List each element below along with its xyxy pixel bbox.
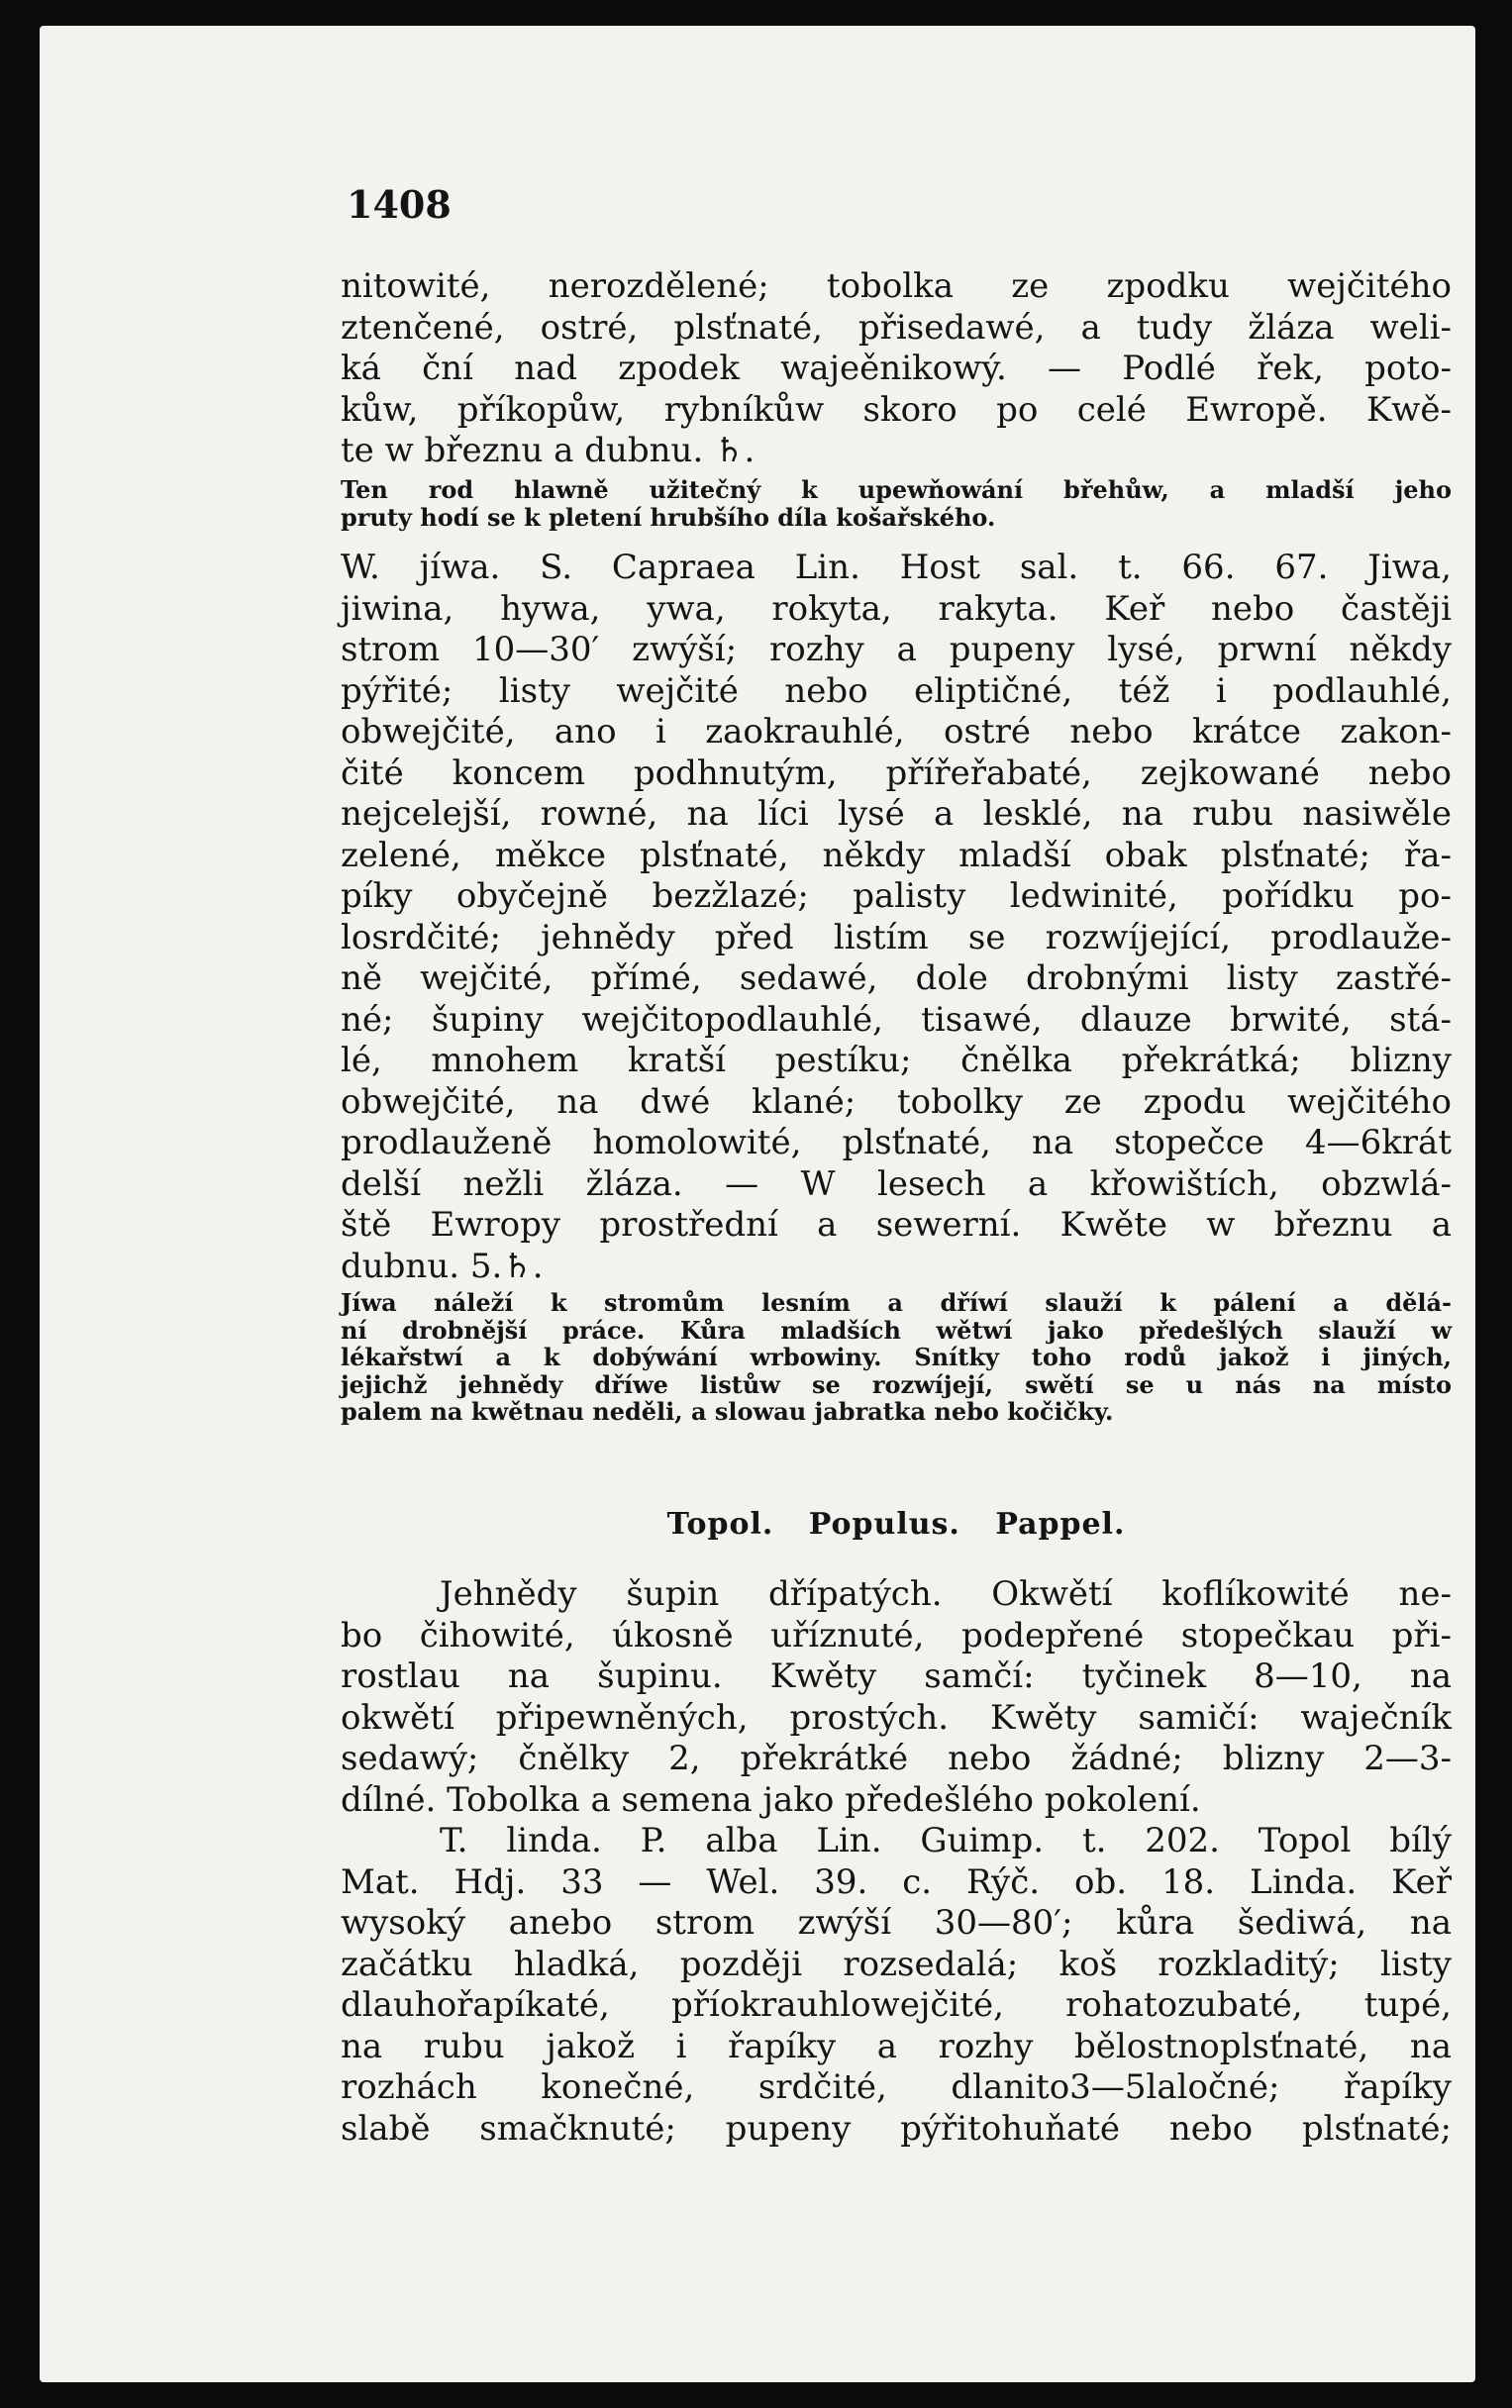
text-line: né; šupiny wejčitopodlauhlé, tisawé, dlauze brwité, stá- bbox=[341, 999, 1452, 1040]
text-line: losrdčité; jehnědy před listím se rozwíjející, prodlauže- bbox=[341, 917, 1452, 957]
text-line: rozhách konečné, srdčité, dlanito3—5laločné; řapíky bbox=[341, 2067, 1452, 2107]
text-line: pýřité; listy wejčité nebo eliptičné, též i podlauhlé, bbox=[341, 670, 1452, 711]
heading-german: Pappel. bbox=[995, 1507, 1126, 1542]
text-line: píky obyčejně bezžlazé; palisty ledwinité, pořídku po- bbox=[341, 876, 1452, 916]
text-line: Jehnědy šupin dřípatých. Okwětí koflíkowité ne- bbox=[440, 1574, 1452, 1614]
note-line: palem na kwětnau neděli, a slowau jabratka nebo kočičky. bbox=[341, 1397, 1114, 1426]
text-line: wysoký anebo strom zwýší 30—80′; kůra šediwá, na bbox=[341, 1903, 1452, 1943]
text-line: Mat. Hdj. 33 — Wel. 39. c. Rýč. ob. 18. Linda. Keř bbox=[341, 1861, 1452, 1902]
text-line: dubnu. 5.♄. bbox=[341, 1246, 544, 1286]
text-line: ztenčené, ostré, plsťnaté, přisedawé, a tudy žláza weli- bbox=[341, 307, 1452, 348]
note-line: Ten rod hlawně užitečný k upewňowání břehůw, a mladší jeho bbox=[341, 475, 1452, 504]
text-line: dílné. Tobolka a semena jako předešlého pokolení. bbox=[341, 1779, 1201, 1820]
text-line: W. jíwa. S. Capraea Lin. Host sal. t. 66. 67. Jiwa, bbox=[341, 548, 1452, 587]
note-2 bbox=[341, 1289, 1452, 1426]
text-line: delší nežli žláza. — W lesech a křowištích, obzwlá- bbox=[341, 1163, 1452, 1204]
section-4 bbox=[341, 1821, 1452, 2150]
text-line: nitowité, nerozdělené; tobolka ze zpodku wejčitého bbox=[341, 266, 1452, 306]
text-line: obwejčité, ano i zaokrauhlé, ostré nebo krátce zakon- bbox=[341, 712, 1452, 752]
note-line: lékařstwí a k dobýwání wrbowiny. Snítky toho rodů jakož i jiných, bbox=[341, 1343, 1452, 1371]
text-line: lé, mnohem kratší pestíku; čnělka překrátká; blizny bbox=[341, 1041, 1452, 1080]
text-line: nejcelejší, rowné, na líci lysé a lesklé, na rubu nasiwěle bbox=[341, 794, 1452, 834]
heading-czech: Topol. bbox=[666, 1507, 774, 1542]
text-line: strom 10—30′ zwýší; rozhy a pupeny lysé, prwní někdy bbox=[341, 630, 1452, 669]
text-line: te w březnu a dubnu. ♄. bbox=[341, 431, 756, 470]
text-line: zelené, měkce plsťnaté, někdy mladší obak plsťnaté; řa- bbox=[341, 835, 1452, 875]
note-line: jejichž jehnědy dříwe listůw se rozwíjejí, swětí se u nás na místo bbox=[341, 1369, 1452, 1399]
text-line: ště Ewropy prostřední a sewerní. Kwěte w březnu a bbox=[341, 1205, 1452, 1245]
book-page bbox=[40, 26, 1475, 2382]
note-1 bbox=[341, 476, 1452, 531]
text-line: začátku hladká, později rozsedalá; koš rozkladitý; listy bbox=[341, 1944, 1452, 1984]
text-line: rostlau na šupinu. Kwěty samčí: tyčinek 8—10, na bbox=[341, 1656, 1452, 1696]
genus-heading bbox=[341, 1507, 1452, 1542]
text-line: čité koncem podhnutým, přířeřabaté, zejkowané nebo bbox=[341, 752, 1452, 793]
section-3 bbox=[341, 1574, 1452, 1821]
note-line: ní drobnější práce. Kůra mladších wětwí jako předešlých slauží w bbox=[341, 1315, 1452, 1345]
note-line: pruty hodí se k pletení hrubšího díla košařského. bbox=[341, 502, 996, 532]
text-line: ně wejčité, přímé, sedawé, dole drobnými listy zastřé- bbox=[341, 958, 1452, 998]
section-1 bbox=[341, 266, 1452, 472]
heading-latin: Populus. bbox=[808, 1507, 960, 1542]
text-line: bo čihowité, úkosně uříznuté, podepřené stopečkau při- bbox=[341, 1615, 1452, 1656]
note-line: Jíwa náleží k stromům lesním a dříwí slauží k pálení a dělá- bbox=[341, 1288, 1452, 1317]
text-line: T. linda. P. alba Lin. Guimp. t. 202. Topol bílý bbox=[440, 1821, 1452, 1860]
text-line: ká ční nad zpodek wajeěnikowý. — Podlé řek, poto- bbox=[341, 349, 1452, 388]
section-2 bbox=[341, 548, 1452, 1287]
text-line: prodlauženě homolowité, plsťnaté, na stopečce 4—6krát bbox=[341, 1123, 1452, 1162]
text-line: dlauhořapíkaté, příokrauhlowejčité, rohatozubaté, tupé, bbox=[341, 1985, 1452, 2025]
text-line: sedawý; čnělky 2, překrátké nebo žádné; blizny 2—3- bbox=[341, 1739, 1452, 1778]
text-line: na rubu jakož i řapíky a rozhy bělostnoplsťnaté, na bbox=[341, 2026, 1452, 2066]
text-line: slabě smačknuté; pupeny pýřitohuňaté nebo plsťnaté; bbox=[341, 2108, 1452, 2149]
text-line: kůw, příkopůw, rybníkůw skoro po celé Ewropě. Kwě- bbox=[341, 389, 1452, 430]
text-line: jiwina, hywa, ywa, rokyta, rakyta. Keř nebo častěji bbox=[341, 588, 1452, 629]
text-line: okwětí připewněných, prostých. Kwěty samičí: waječník bbox=[341, 1697, 1452, 1738]
page-number: 1408 bbox=[347, 182, 452, 227]
text-line: obwejčité, na dwé klané; tobolky ze zpodu wejčitého bbox=[341, 1081, 1452, 1122]
